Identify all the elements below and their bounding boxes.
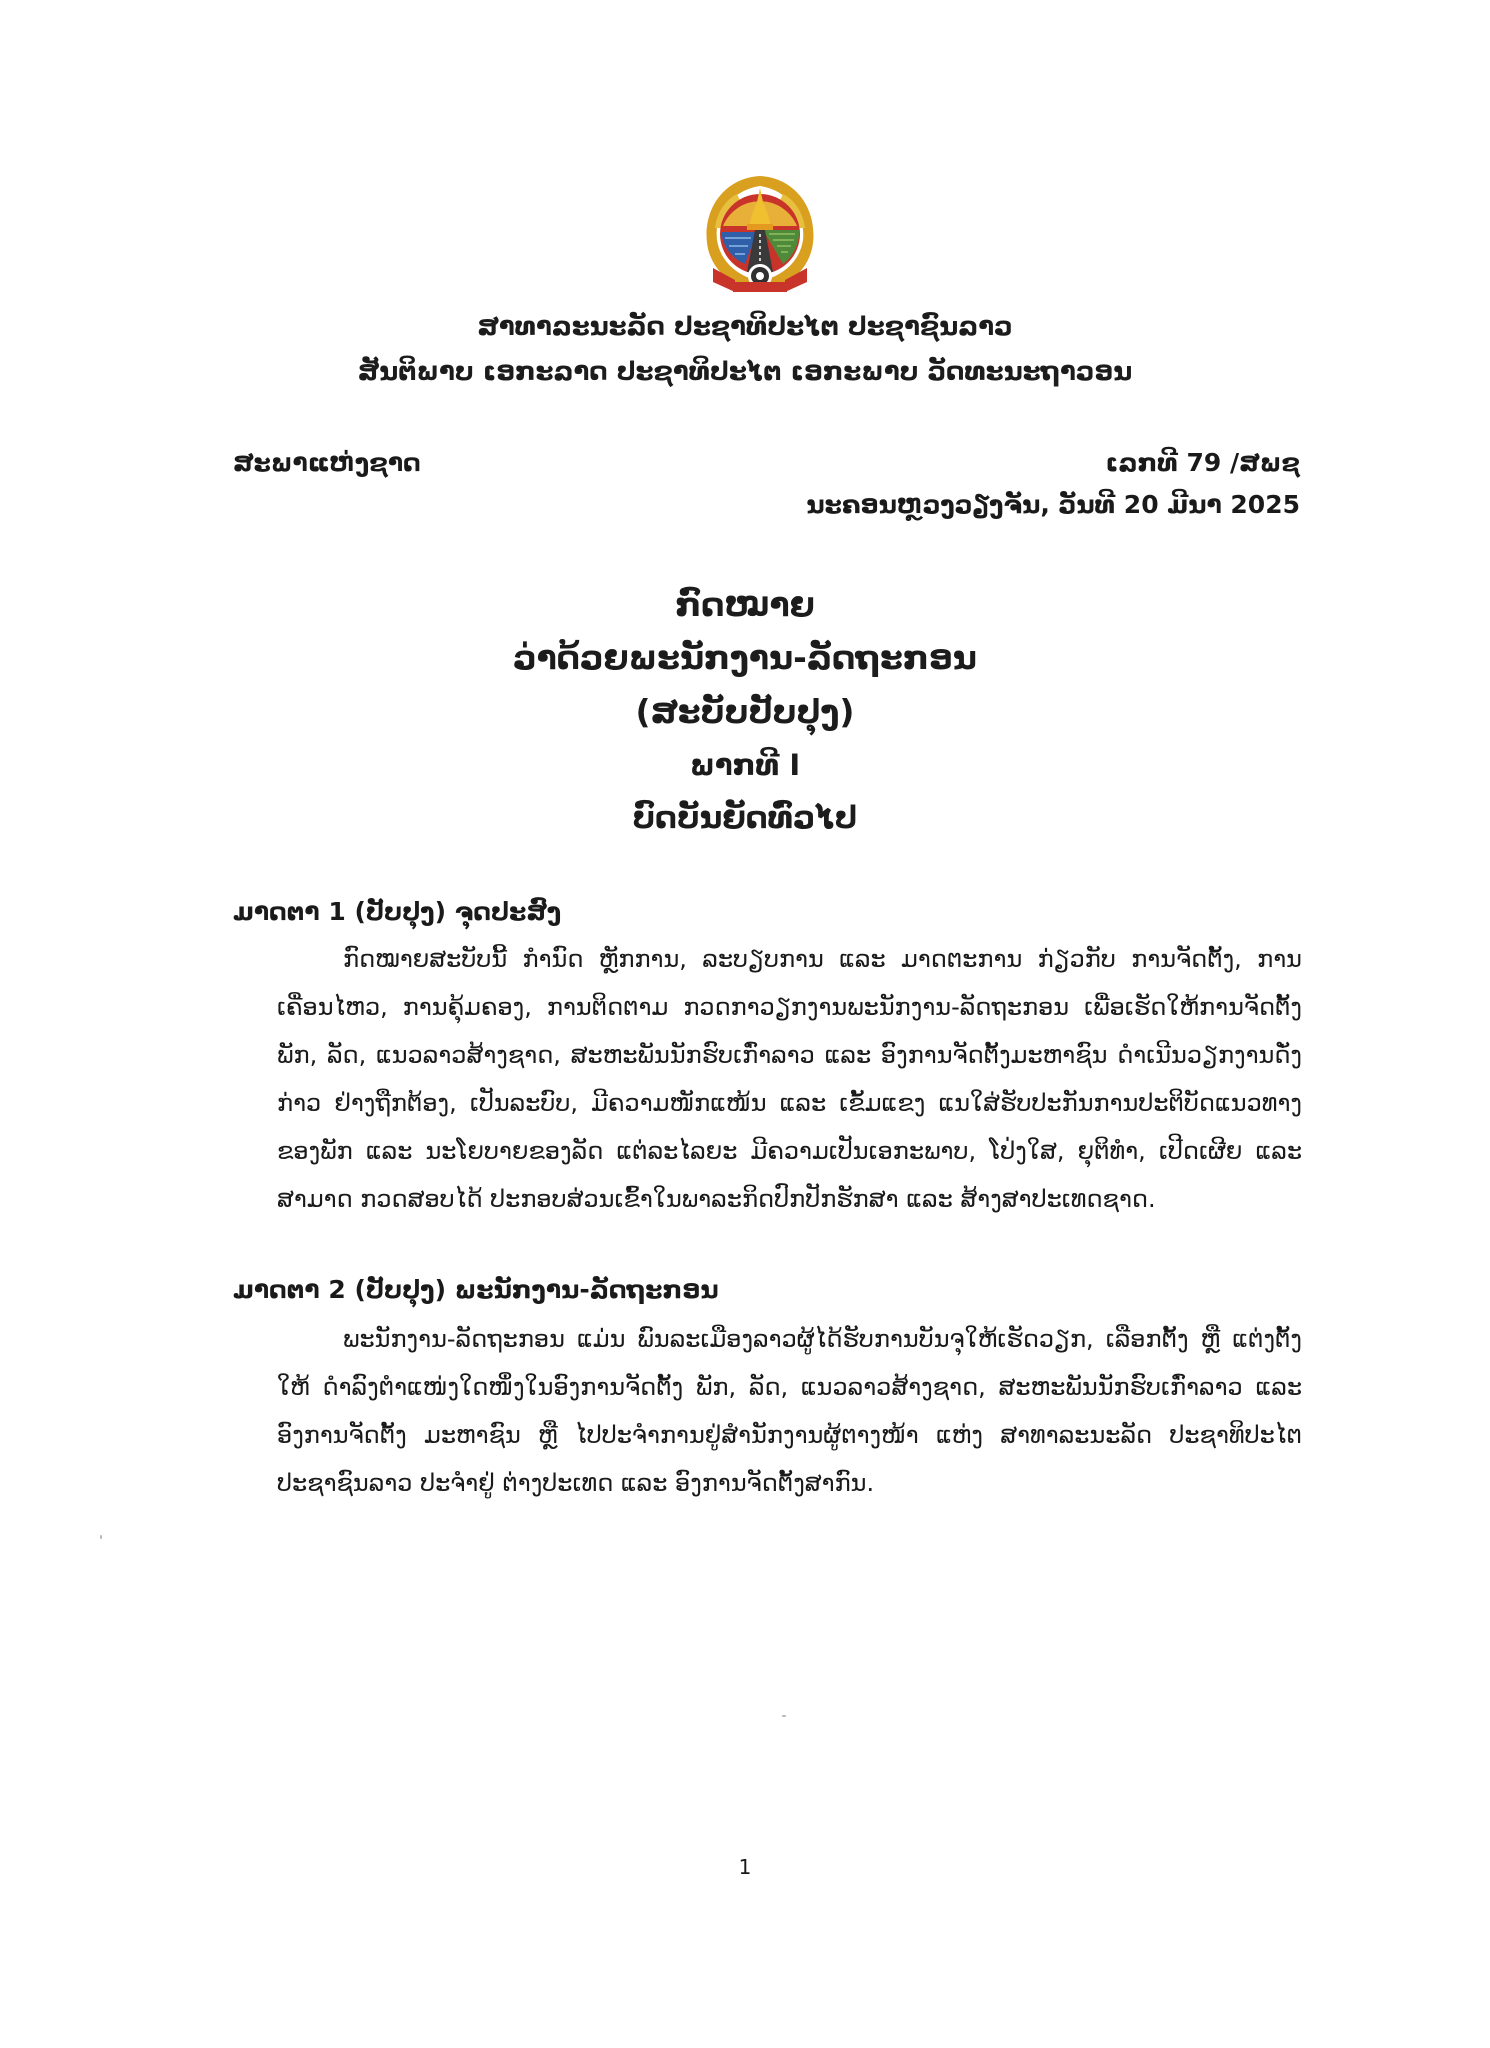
place-and-date: ນະຄອນຫຼວງວຽງຈັນ, ວັນທີ 20 ມີນາ 2025: [806, 490, 1300, 519]
page-number: 1: [738, 1855, 752, 1879]
document-number: ເລກທີ 79 /ສພຊ: [1105, 448, 1300, 477]
article-2-heading: ມາດຕາ 2 (ປັບປຸງ) ພະນັກງານ-ລັດຖະກອນ: [233, 1275, 719, 1304]
issuer-name: ສະພາແຫ່ງຊາດ: [233, 448, 421, 477]
article-1-heading: ມາດຕາ 1 (ປັບປຸງ) ຈຸດປະສົງ: [233, 897, 562, 926]
part-title: ບົດບັນຍັດທົ່ວໄປ: [632, 800, 858, 836]
document-subtitle: ວ່າດ້ວຍພະນັກງານ-ລັດຖະກອນ: [513, 638, 977, 677]
scan-speck: [100, 1535, 102, 1539]
document-edition: (ສະບັບປັບປຸງ): [635, 692, 855, 731]
lao-national-emblem-icon: [695, 168, 825, 298]
scan-speck: [782, 1715, 786, 1717]
article-1-body: ກົດໝາຍສະບັບນີ້ ກຳນົດ ຫຼັກການ, ລະບຽບການ ແລະ ມາດຕະການ ກ່ຽວກັບ ການຈັດຕັ້ງ, ການເຄື່ອນໄຫວ, ການຄຸ້ມຄອງ, ການຕິດຕາມ ກວດກາວຽກງານພະນັກງານ-ລັດຖະກອນ ເພື່ອເຮັດໃຫ້ການຈັດຕັ້ງ ພັກ, ລັດ, ແນວລາວສ້າງຊາດ, ສະຫະພັນນັກຮົບເກົ່າລາວ ແລະ ອົງການຈັດຕັ້ງມະຫາຊົນ ດຳເນີນວຽກງານດັ່ງກ່າວ ຢ່າງຖືກຕ້ອງ, ເປັນລະບົບ, ມີຄວາມໜັກແໜ້ນ ແລະ ເຂັ້ມແຂງ ແນໃສ່ຮັບປະກັນການປະຕິບັດແນວທາງ ຂອງພັກ ແລະ ນະໂຍບາຍຂອງລັດ ແຕ່ລະໄລຍະ ມີຄວາມເປັນເອກະພາບ, ໂປ່ງໃສ, ຍຸຕິທຳ, ເປີດເຜີຍ ແລະ ສາມາດ ກວດສອບໄດ້ ປະກອບສ່ວນເຂົ້າໃນພາລະກິດປົກປັກຮັກສາ ແລະ ສ້າງສາປະເທດຊາດ.: [277, 945, 1302, 1213]
article-2-body: ພະນັກງານ-ລັດຖະກອນ ແມ່ນ ພົນລະເມືອງລາວຜູ້ໄດ້ຮັບການບັນຈຸໃຫ້ເຮັດວຽກ, ເລືອກຕັ້ງ ຫຼື ແຕ່ງຕັ້ງໃຫ້ ດຳລົງຕຳແໜ່ງໃດໜຶ່ງໃນອົງການຈັດຕັ້ງ ພັກ, ລັດ, ແນວລາວສ້າງຊາດ, ສະຫະພັນນັກຮົບເກົ່າລາວ ແລະ ອົງການຈັດຕັ້ງ ມະຫາຊົນ ຫຼື ໄປປະຈຳການຢູ່ສຳນັກງານຜູ້ຕາງໜ້າ ແຫ່ງ ສາທາລະນະລັດ ປະຊາທິປະໄຕ ປະຊາຊົນລາວ ປະຈຳຢູ່ ຕ່າງປະເທດ ແລະ ອົງການຈັດຕັ້ງສາກົນ.: [277, 1325, 1302, 1497]
header-motto: ສັນຕິພາບ ເອກະລາດ ປະຊາທິປະໄຕ ເອກະພາບ ວັດທະນະຖາວອນ: [357, 357, 1133, 387]
part-number: ພາກທີ I: [689, 748, 801, 782]
header-country-name: ສາທາລະນະລັດ ປະຊາທິປະໄຕ ປະຊາຊົນລາວ: [477, 312, 1013, 342]
document-title: ກົດໝາຍ: [675, 585, 815, 624]
